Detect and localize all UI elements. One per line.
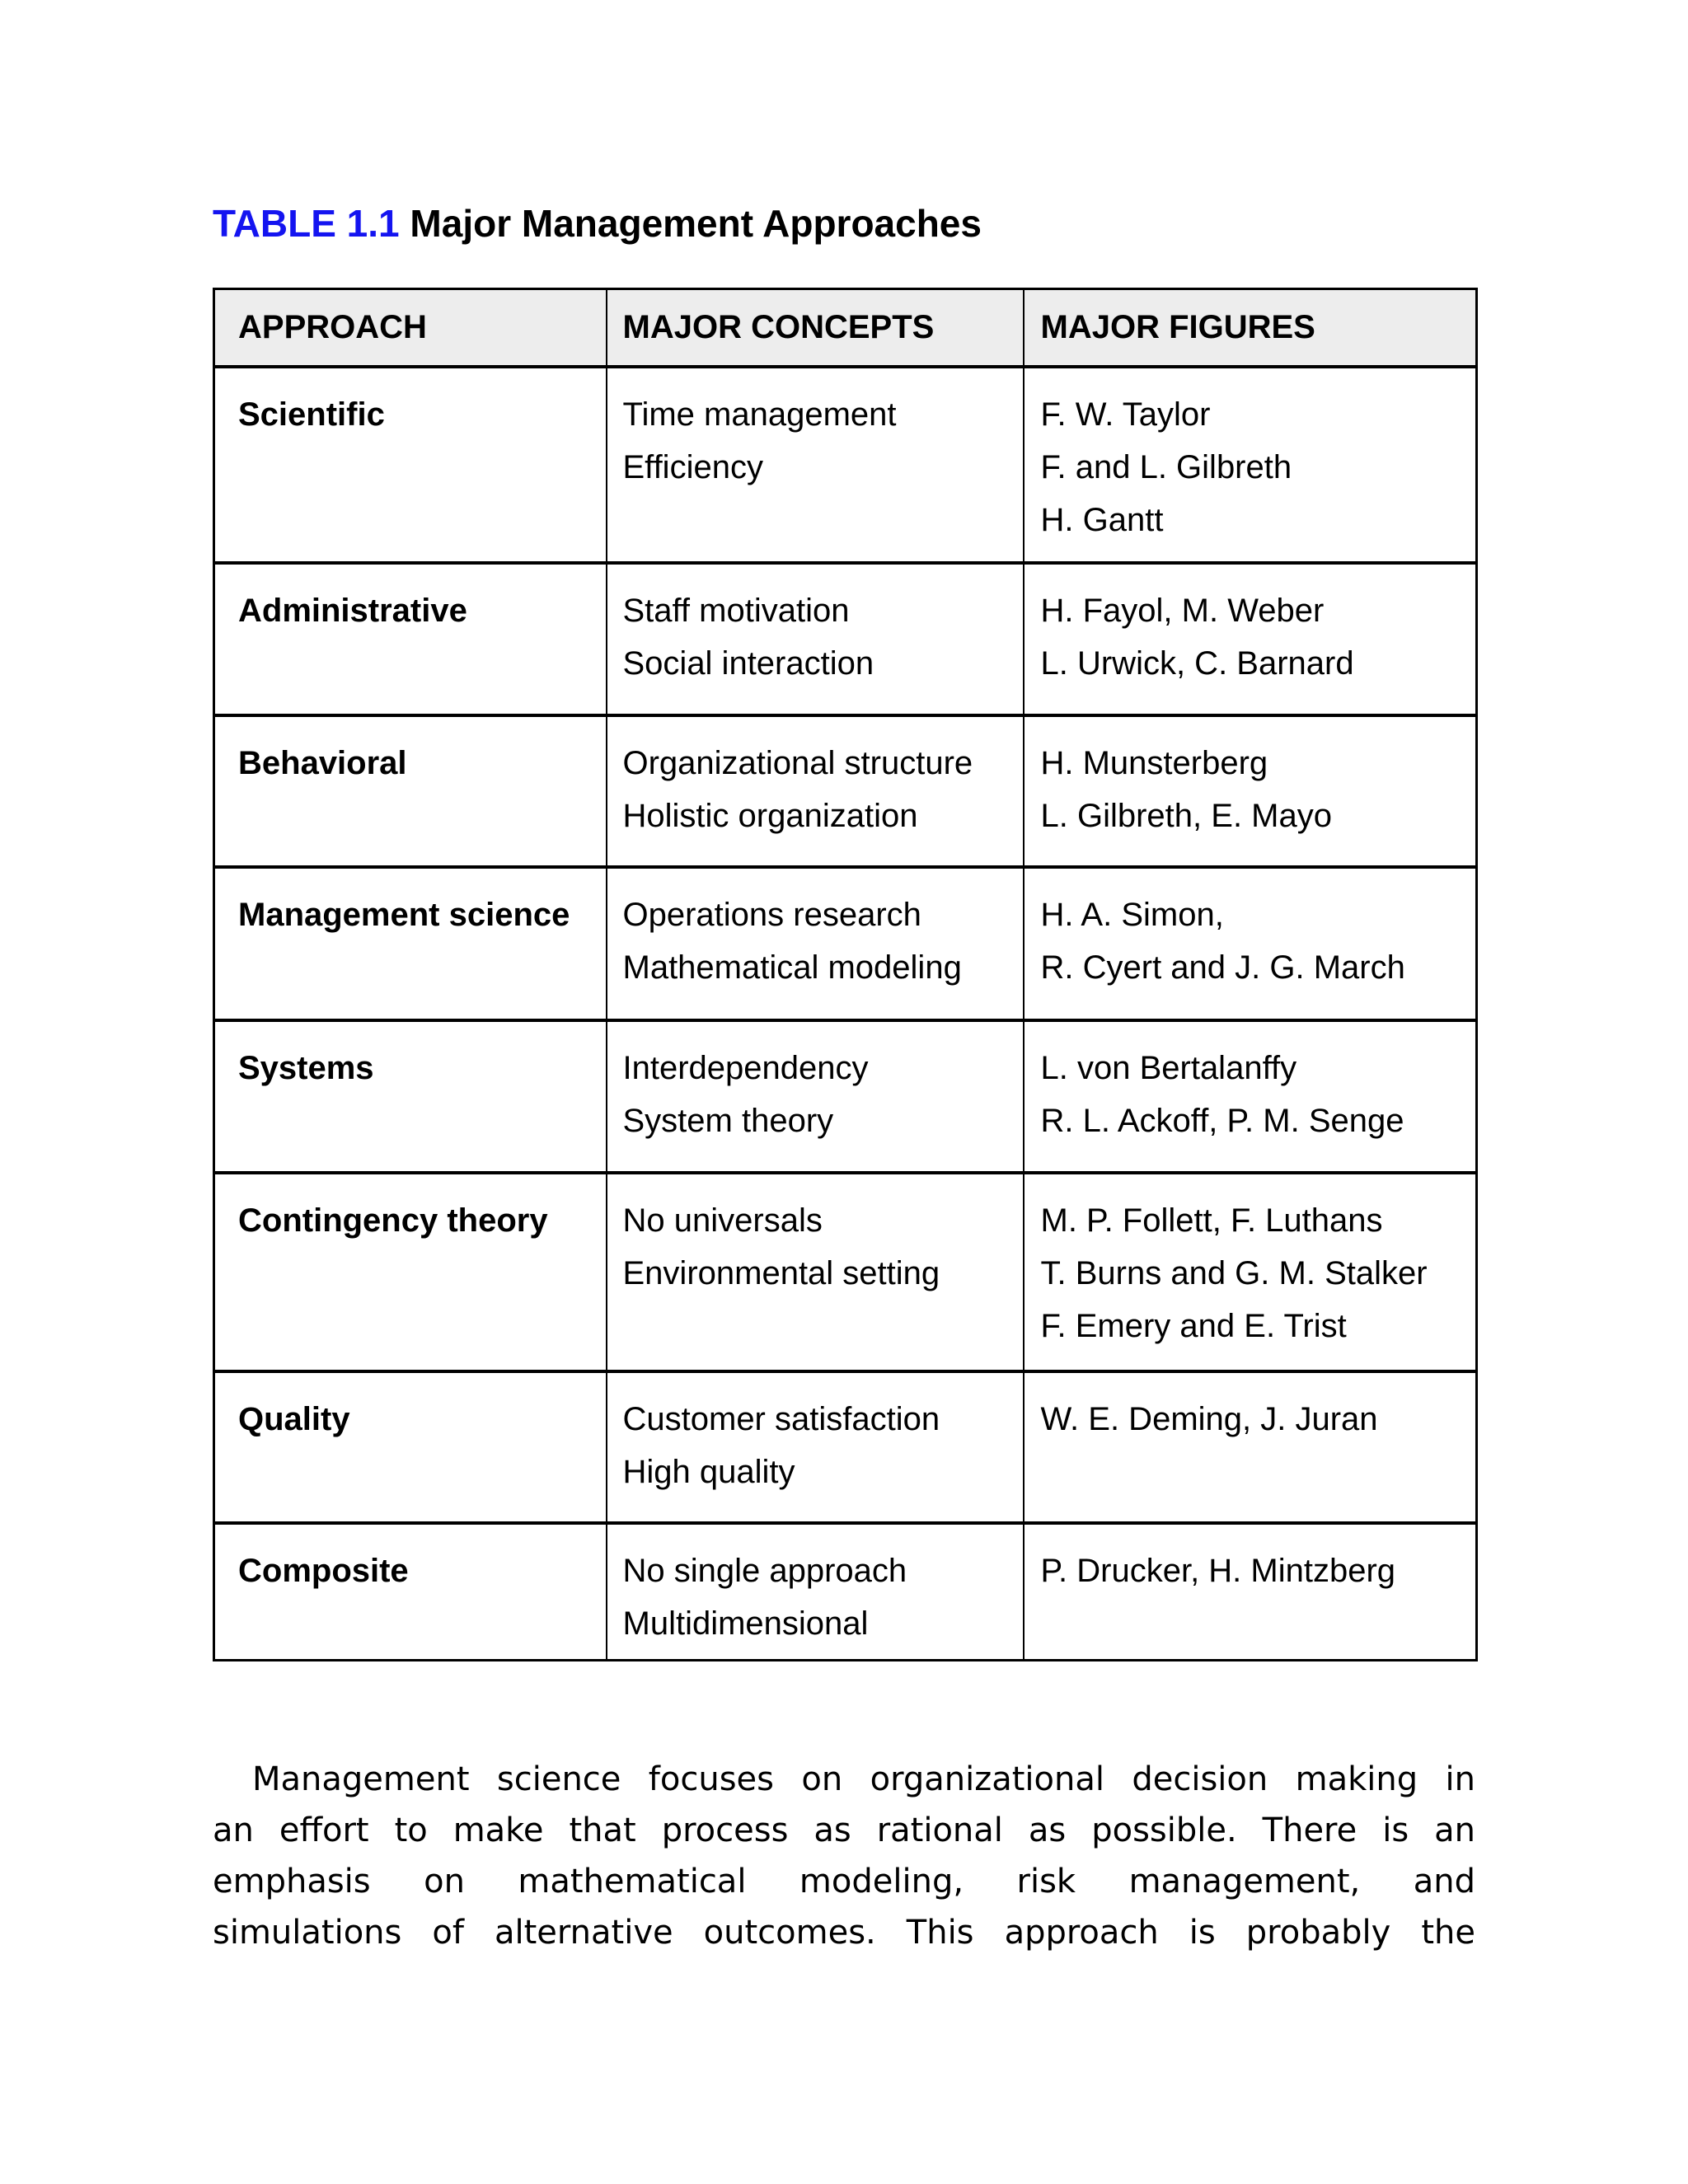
figure-line: R. L. Ackoff, P. M. Senge	[1040, 1102, 1404, 1139]
concepts-cell	[607, 367, 1024, 563]
header-cell-major-concepts: MAJOR CONCEPTS	[607, 289, 1024, 367]
approach-cell: Administrative	[214, 563, 607, 715]
figures-cell	[1024, 1523, 1477, 1661]
table-caption	[213, 200, 1475, 246]
figure-line: M. P. Follett, F. Luthans	[1040, 1202, 1383, 1239]
table-row-scientific	[214, 367, 1477, 563]
table-row-behavioral	[214, 715, 1477, 867]
figure-line: R. Cyert and J. G. March	[1040, 949, 1405, 986]
table-row-composite	[214, 1523, 1477, 1661]
header-cell-major-figures: MAJOR FIGURES	[1024, 289, 1477, 367]
figures-cell	[1024, 1371, 1477, 1523]
approach-cell: Scientific	[214, 367, 607, 563]
concept-line: Customer satisfaction	[622, 1400, 940, 1437]
concept-line: Operations research	[622, 896, 921, 933]
figure-line: H. Fayol, M. Weber	[1040, 592, 1325, 629]
figure-line: H. Munsterberg	[1040, 744, 1268, 781]
concepts-cell	[607, 1523, 1024, 1661]
table-row-quality	[214, 1371, 1477, 1523]
figure-line: H. Gantt	[1040, 501, 1164, 538]
approach-cell: Behavioral	[214, 715, 607, 867]
approach-cell: Quality	[214, 1371, 607, 1523]
concept-line: High quality	[622, 1453, 795, 1490]
concept-line: Holistic organization	[622, 797, 918, 834]
approach-cell: Composite	[214, 1523, 607, 1661]
figure-line: L. von Bertalanffy	[1040, 1049, 1297, 1086]
concept-line: Multidimensional	[622, 1605, 869, 1642]
figures-cell	[1024, 715, 1477, 867]
concept-line: Social interaction	[622, 644, 874, 682]
concept-line: Environmental setting	[622, 1254, 940, 1291]
figures-cell	[1024, 563, 1477, 715]
concepts-cell	[607, 563, 1024, 715]
table-row-administrative	[214, 563, 1477, 715]
figures-cell	[1024, 367, 1477, 563]
table-caption-text: Major Management Approaches	[410, 202, 982, 245]
figure-line: W. E. Deming, J. Juran	[1040, 1400, 1378, 1437]
table-caption-number: TABLE 1.1	[213, 202, 400, 245]
figure-line: L. Gilbreth, E. Mayo	[1040, 797, 1332, 834]
figure-line: F. and L. Gilbreth	[1040, 448, 1292, 485]
paragraph-line: emphasis on mathematical modeling, risk management, and	[213, 1863, 1475, 1900]
figures-cell	[1024, 1020, 1477, 1173]
concept-line: System theory	[622, 1102, 834, 1139]
figures-cell	[1024, 1173, 1477, 1371]
concepts-cell	[607, 715, 1024, 867]
concept-line: Mathematical modeling	[622, 949, 962, 986]
figure-line: F. Emery and E. Trist	[1040, 1307, 1347, 1344]
concept-line: Staff motivation	[622, 592, 850, 629]
paragraph-line: Management science focuses on organizational decision making in	[252, 1760, 1475, 1798]
approach-cell: Contingency theory	[214, 1173, 607, 1371]
concepts-cell	[607, 1020, 1024, 1173]
figure-line: L. Urwick, C. Barnard	[1040, 644, 1354, 682]
concept-line: Efficiency	[622, 448, 763, 485]
table-row-systems	[214, 1020, 1477, 1173]
figures-cell	[1024, 867, 1477, 1020]
concept-line: Interdependency	[622, 1049, 869, 1086]
concept-line: Time management	[622, 396, 897, 433]
concepts-cell	[607, 1371, 1024, 1523]
body-paragraph	[213, 1754, 1475, 1958]
concept-line: No single approach	[622, 1552, 907, 1589]
figure-line: H. A. Simon,	[1040, 896, 1224, 933]
concept-line: No universals	[622, 1202, 823, 1239]
approach-cell: Systems	[214, 1020, 607, 1173]
table-header-row	[214, 289, 1477, 367]
figure-line: P. Drucker, H. Mintzberg	[1040, 1552, 1396, 1589]
paragraph-line: simulations of alternative outcomes. This approach is probably the	[213, 1914, 1475, 1952]
concepts-cell	[607, 867, 1024, 1020]
figure-line: F. W. Taylor	[1040, 396, 1211, 433]
paragraph-line: an effort to make that process as rational as possible. There is an	[213, 1811, 1475, 1849]
management-approaches-table	[213, 288, 1478, 1661]
table-row-contingency-theory	[214, 1173, 1477, 1371]
header-cell-approach: APPROACH	[214, 289, 607, 367]
concepts-cell	[607, 1173, 1024, 1371]
approach-cell: Management science	[214, 867, 607, 1020]
concept-line: Organizational structure	[622, 744, 973, 781]
table-row-management-science	[214, 867, 1477, 1020]
figure-line: T. Burns and G. M. Stalker	[1040, 1254, 1428, 1291]
